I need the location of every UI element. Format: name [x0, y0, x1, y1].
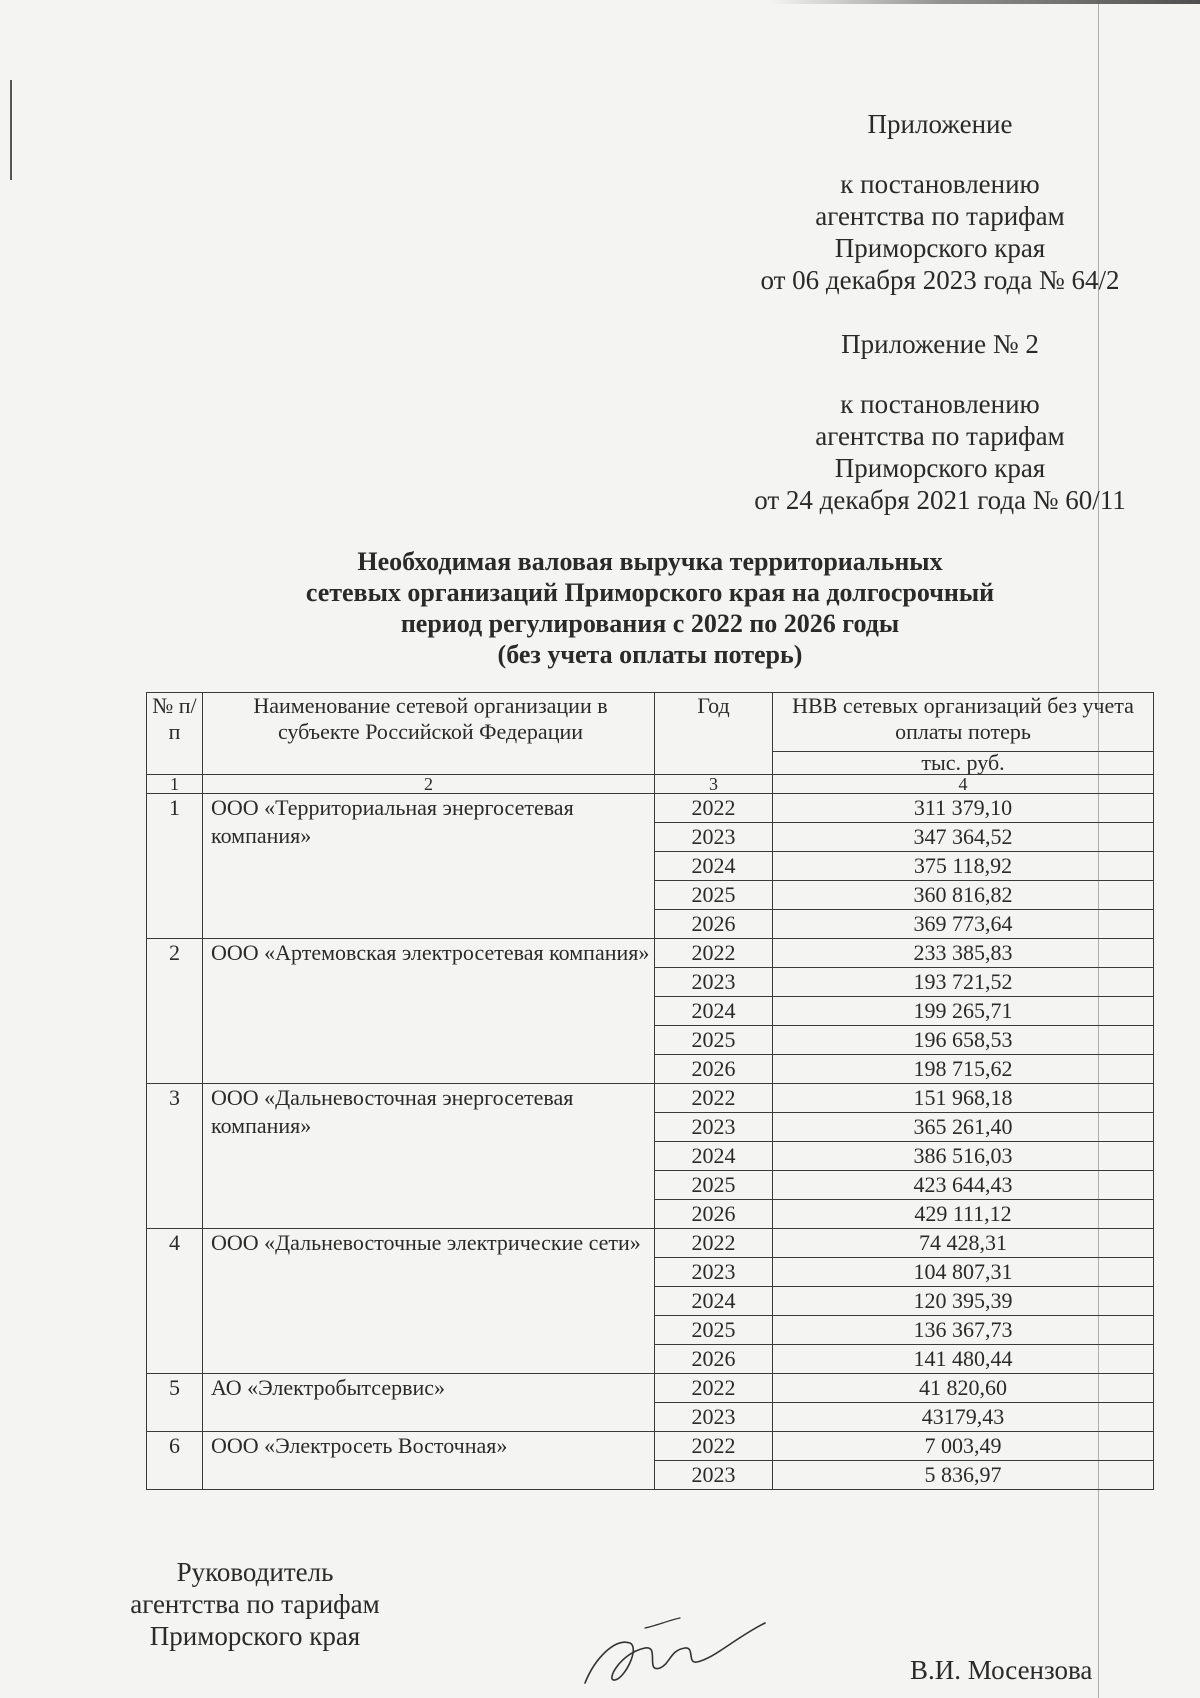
header-org-name: Наименование сетевой организации в субъекте Российской Федерации [203, 693, 655, 775]
table-row [147, 1432, 1154, 1461]
year-cell: 2023 [655, 823, 773, 852]
index-cell: 1 [147, 775, 203, 794]
signatory-title [110, 1556, 400, 1652]
year-cell: 2024 [655, 1142, 773, 1171]
appendix-1-line: Приморского края [834, 233, 1046, 263]
table-row [147, 1374, 1154, 1403]
appendix-1-line: к постановлению [840, 169, 1040, 199]
document-title [190, 546, 1110, 670]
appendix-1-line: агентства по тарифам [815, 201, 1065, 231]
appendix-2-line: к постановлению [840, 389, 1040, 419]
value-cell: 198 715,62 [773, 1055, 1154, 1084]
org-name: ООО «Дальневосточная энергосетевая компания» [203, 1084, 655, 1229]
year-cell: 2023 [655, 1258, 773, 1287]
year-cell: 2023 [655, 1461, 773, 1490]
value-cell: 120 395,39 [773, 1287, 1154, 1316]
org-name: ООО «Артемовская электросетевая компания» [203, 939, 655, 1084]
value-cell: 43179,43 [773, 1403, 1154, 1432]
table-row [147, 1229, 1154, 1258]
year-cell: 2025 [655, 1171, 773, 1200]
title-line: Необходимая валовая выручка территориальных [357, 547, 943, 576]
org-number: 6 [147, 1432, 203, 1490]
appendix-1-block [700, 108, 1180, 296]
header-value: НВВ сетевых организаций без учета оплаты потерь [773, 693, 1154, 752]
value-cell: 196 658,53 [773, 1026, 1154, 1055]
signatory-line: агентства по тарифам [130, 1589, 380, 1619]
value-cell: 347 364,52 [773, 823, 1154, 852]
value-cell: 74 428,31 [773, 1229, 1154, 1258]
year-cell: 2026 [655, 1345, 773, 1374]
appendix-2-date: от 24 декабря 2021 года № 60/11 [754, 485, 1126, 515]
signatory-line: Приморского края [149, 1621, 361, 1651]
org-number: 3 [147, 1084, 203, 1229]
value-cell: 141 480,44 [773, 1345, 1154, 1374]
scan-artifact-left [10, 80, 12, 180]
index-cell: 4 [773, 775, 1154, 794]
appendix-1-title: Приложение [867, 109, 1013, 139]
value-cell: 104 807,31 [773, 1258, 1154, 1287]
value-cell: 365 261,40 [773, 1113, 1154, 1142]
table-row [147, 794, 1154, 823]
title-line: (без учета оплаты потерь) [497, 640, 803, 669]
appendix-2-title: Приложение № 2 [841, 329, 1039, 359]
org-number: 1 [147, 794, 203, 939]
year-cell: 2026 [655, 1200, 773, 1229]
org-number: 2 [147, 939, 203, 1084]
org-name: ООО «Территориальная энергосетевая компания» [203, 794, 655, 939]
year-cell: 2024 [655, 1287, 773, 1316]
header-num: № п/п [147, 693, 203, 775]
year-cell: 2024 [655, 852, 773, 881]
nvv-table [146, 692, 1154, 1490]
year-cell: 2023 [655, 1113, 773, 1142]
value-cell: 233 385,83 [773, 939, 1154, 968]
scan-artifact-top [770, 0, 1200, 4]
year-cell: 2026 [655, 910, 773, 939]
table-body [147, 794, 1154, 1490]
value-cell: 199 265,71 [773, 997, 1154, 1026]
year-cell: 2022 [655, 939, 773, 968]
year-cell: 2025 [655, 881, 773, 910]
year-cell: 2022 [655, 1084, 773, 1113]
org-name: ООО «Дальневосточные электрические сети» [203, 1229, 655, 1374]
year-cell: 2023 [655, 1403, 773, 1432]
value-cell: 193 721,52 [773, 968, 1154, 997]
value-cell: 360 816,82 [773, 881, 1154, 910]
appendix-1-date: от 06 декабря 2023 года № 64/2 [760, 265, 1120, 295]
header-unit: тыс. руб. [773, 752, 1154, 775]
year-cell: 2024 [655, 997, 773, 1026]
value-cell: 311 379,10 [773, 794, 1154, 823]
year-cell: 2022 [655, 794, 773, 823]
org-name: ООО «Электросеть Восточная» [203, 1432, 655, 1490]
year-cell: 2025 [655, 1026, 773, 1055]
table-row [147, 939, 1154, 968]
year-cell: 2022 [655, 1432, 773, 1461]
year-cell: 2023 [655, 968, 773, 997]
header-year: Год [655, 693, 773, 775]
org-name: АО «Электробытсервис» [203, 1374, 655, 1432]
appendix-2-block [700, 328, 1180, 516]
value-cell: 136 367,73 [773, 1316, 1154, 1345]
appendix-2-line: Приморского края [834, 453, 1046, 483]
handwritten-signature [575, 1598, 775, 1698]
org-number: 4 [147, 1229, 203, 1374]
title-line: период регулирования с 2022 по 2026 годы [400, 609, 900, 638]
value-cell: 5 836,97 [773, 1461, 1154, 1490]
signatory-line: Руководитель [176, 1557, 334, 1587]
value-cell: 429 111,12 [773, 1200, 1154, 1229]
value-cell: 369 773,64 [773, 910, 1154, 939]
org-number: 5 [147, 1374, 203, 1432]
year-cell: 2025 [655, 1316, 773, 1345]
value-cell: 386 516,03 [773, 1142, 1154, 1171]
index-cell: 2 [203, 775, 655, 794]
year-cell: 2022 [655, 1374, 773, 1403]
title-line: сетевых организаций Приморского края на долгосрочный [305, 578, 995, 607]
value-cell: 423 644,43 [773, 1171, 1154, 1200]
table-row [147, 1084, 1154, 1113]
index-cell: 3 [655, 775, 773, 794]
value-cell: 151 968,18 [773, 1084, 1154, 1113]
signatory-name: В.И. Мосензова [910, 1655, 1093, 1685]
value-cell: 41 820,60 [773, 1374, 1154, 1403]
value-cell: 375 118,92 [773, 852, 1154, 881]
year-cell: 2022 [655, 1229, 773, 1258]
appendix-2-line: агентства по тарифам [815, 421, 1065, 451]
value-cell: 7 003,49 [773, 1432, 1154, 1461]
year-cell: 2026 [655, 1055, 773, 1084]
